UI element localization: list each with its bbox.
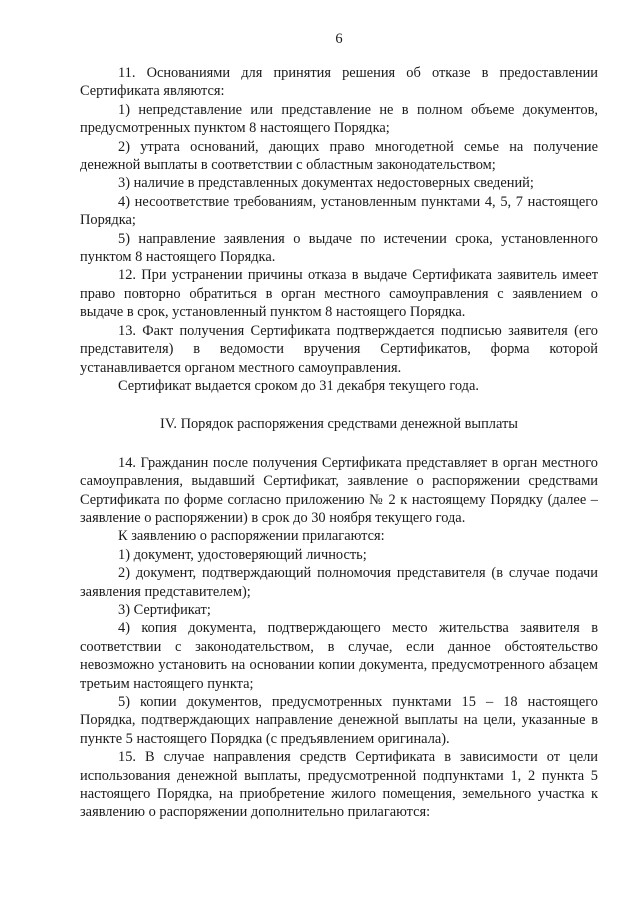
paragraph-attachment-1: 1) документ, удостоверяющий личность;: [118, 546, 367, 563]
paragraph-attachment-5: 5) копии документов, предусмотренных пунктами 15 – 18 настоящего Порядка, подтверждающих направление денежной выплаты на цели, указанные в пункте 5 настоящего Порядка (с предъявлением оригинала).: [80, 694, 598, 747]
paragraph-item-11-4: 4) несоответствие требованиям, установленным пунктами 4, 5, 7 настоящего Порядка;: [80, 193, 598, 229]
paragraph-attachment-4: 4) копия документа, подтверждающего место жительства заявителя в соответствии с законодательством, в случае, если данное обстоятельство невозможно установить на основании копии документа, предусмотренного абзацем третьим настоящего пункта;: [80, 620, 598, 692]
page-number: 6: [335, 31, 343, 47]
document-page: [80, 30, 598, 822]
paragraph-attachment-2: 2) документ, подтверждающий полномочия представителя (в случае подачи заявления представителем);: [80, 565, 598, 600]
paragraph-item-12: 12. При устранении причины отказа в выдаче Сертификата заявитель имеет право повторно обратиться в орган местного самоуправления с заявлением о выдаче в срок, установленный пунктом 8 настоящего Порядка.: [80, 267, 598, 321]
paragraph-item-11-2: 2) утрата оснований, дающих право многодетной семье на получение денежной выплаты в соответствии с областным законодательством;: [80, 138, 598, 174]
paragraph-attachments-intro: К заявлению о распоряжении прилагаются:: [118, 528, 385, 545]
paragraph-item-14: 14. Гражданин после получения Сертификата представляет в орган местного самоуправления, выдавший Сертификат, заявление о распоряжении средствами Сертификата по форме согласно приложению № 2 к настоящему Порядку (далее – заявление о распоряжении) в срок до 30 ноября текущего года.: [80, 454, 598, 526]
paragraph-item-13: 13. Факт получения Сертификата подтверждается подписью заявителя (его представителя) в ведомости вручения Сертификатов, форма которой устанавливается органом местного самоуправления.: [80, 322, 598, 376]
paragraph-attachment-3: 3) Сертификат;: [118, 601, 211, 618]
paragraph-item-11-3: 3) наличие в представленных документах недостоверных сведений;: [118, 175, 534, 192]
paragraph-item-11: 11. Основаниями для принятия решения об отказе в предоставлении Сертификата являются:: [80, 65, 598, 100]
paragraph-item-15: 15. В случае направления средств Сертификата в зависимости от цели использования денежной выплаты, предусмотренной подпунктами 1, 2 пункта 5 настоящего Порядка, на приобретение жилого помещения, земельного участка к заявлению о распоряжении дополнительно прилагаются:: [80, 749, 598, 821]
paragraph-certificate-term: Сертификат выдается сроком до 31 декабря текущего года.: [118, 377, 479, 394]
paragraph-item-11-5: 5) направление заявления о выдаче по истечении срока, установленного пунктом 8 настоящего Порядка.: [80, 230, 598, 266]
paragraph-item-11-1: 1) непредставление или представление не в полном объеме документов, предусмотренных пунктом 8 настоящего Порядка;: [80, 101, 598, 137]
section-heading: IV. Порядок распоряжения средствами денежной выплаты: [160, 416, 518, 433]
